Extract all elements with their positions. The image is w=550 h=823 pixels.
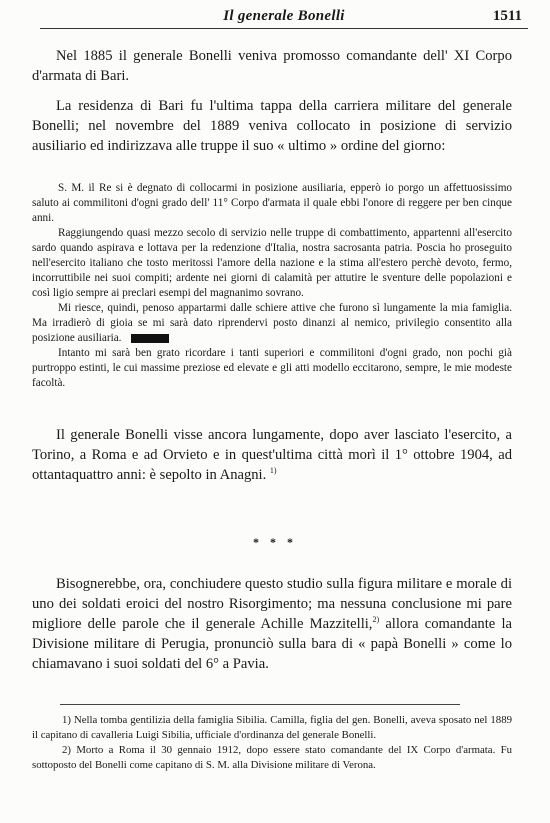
footnote-2: 2) Morto a Roma il 30 gennaio 1912, dopo essere stato comandante del IX Corpo d'armata. Fu sottoposto del Bonelli come capitano di S. M. alla Divisione militare di Verona. — [32, 744, 512, 771]
footnotes — [32, 713, 512, 773]
paragraph-death — [32, 425, 512, 485]
footnote-ref-1: 1) — [269, 466, 277, 476]
paragraph-text: La residenza di Bari fu l'ultima tappa della carriera militare del generale Bonelli; nel novembre del 1889 veniva collocato in posizione di servizio ausiliario ed indirizzava alle truppe il suo « ultimo » ordine del giorno: — [32, 98, 512, 154]
quote-paragraph-1: S. M. il Re si è degnato di collocarmi in posizione ausiliaria, epperò io porgo un affettuosissimo saluto ai commilitoni d'ogni grado dell' 11° Corpo d'armata il quale ebbi l'onore di reggere per ben cinque anni. — [32, 182, 512, 224]
paragraph-text: Bisognerebbe, ora, conchiudere questo studio sulla figura militare e morale di uno dei soldati eroici del nostro Risorgimento; ma nessuna conclusione mi pare migliore delle parole che il generale Achille Mazzitelli,$^{2)}$ allora comandante la Divisione militare di Perugia, pronunciò sulla bara di « papà Bonelli » come lo chiamavano i suoi soldati del 6° a Pavia. — [32, 576, 512, 672]
paragraph-text: Il generale Bonelli visse ancora lungamente, dopo aver lasciato l'esercito, a Torino, a Roma e ad Orvieto e in quest'ultima città morì il 1° ottobre 1904, ad ottantaquattro anni: è sepolto in Anagni. $^{1)}$ — [32, 427, 512, 483]
page-number: 1511 — [492, 8, 522, 24]
paragraph-text: Nel 1885 il generale Bonelli veniva promosso comandante dell' XI Corpo d'armata di Bari. — [32, 48, 512, 84]
paragraph-promotion — [32, 46, 512, 86]
section-separator: * * * — [253, 535, 297, 549]
running-title: Il generale Bonelli — [223, 8, 345, 24]
quote-paragraph-3-text: Mi riesce, quindi, penoso appartarmi dalle schiere attive che furono sì lungamente la mia famiglia. Ma irradierò di gioia se mi sarà dato riprendervi posto dinanzi al nemico, privilegio consentito alla posizione ausiliaria. — [32, 302, 512, 344]
order-of-the-day-quote — [32, 181, 512, 391]
footnote-1: 1) Nella tomba gentilizia della famiglia Sibilia. Camilla, figlia del gen. Bonelli, aveva sposato nel 1889 il capitano di cavalleria Luigi Sibilia, ufficiale d'ordinanza del generale Bonelli. — [32, 714, 512, 741]
paragraph-conclusion — [32, 574, 512, 674]
paragraph-retirement — [32, 96, 512, 156]
quote-paragraph-3 — [32, 301, 512, 346]
quote-paragraph-2: Raggiungendo quasi mezzo secolo di servizio nelle truppe di combattimento, appartenni all'esercito sardo quando aspirava e lottava per la redenzione d'Italia, nostra sacrosanta patria. Poscia ho proseguito nell'esercito italiano che tosto meritossi l'amore della nazione e la stima all'estero perchè devoto, fermo, incorruttibile nei suoi compiti; ardente nei giorni di calamità per attutire le sventure delle popolazioni e così ligio sempre ai preclari esempi del magnanimo sovrano. — [32, 227, 512, 299]
running-header — [40, 6, 528, 29]
quote-paragraph-4: Intanto mi sarà ben grato ricordare i tanti superiori e commilitoni d'ogni grado, non pochi già purtroppo estinti, le cui massime preziose ed elevate e gli atti modello eccitarono, sempre, le mie modeste facoltà. — [32, 347, 512, 389]
footnote-ref-2: 2) — [372, 615, 380, 625]
redaction-mark — [131, 334, 169, 343]
footnote-divider — [60, 704, 460, 705]
